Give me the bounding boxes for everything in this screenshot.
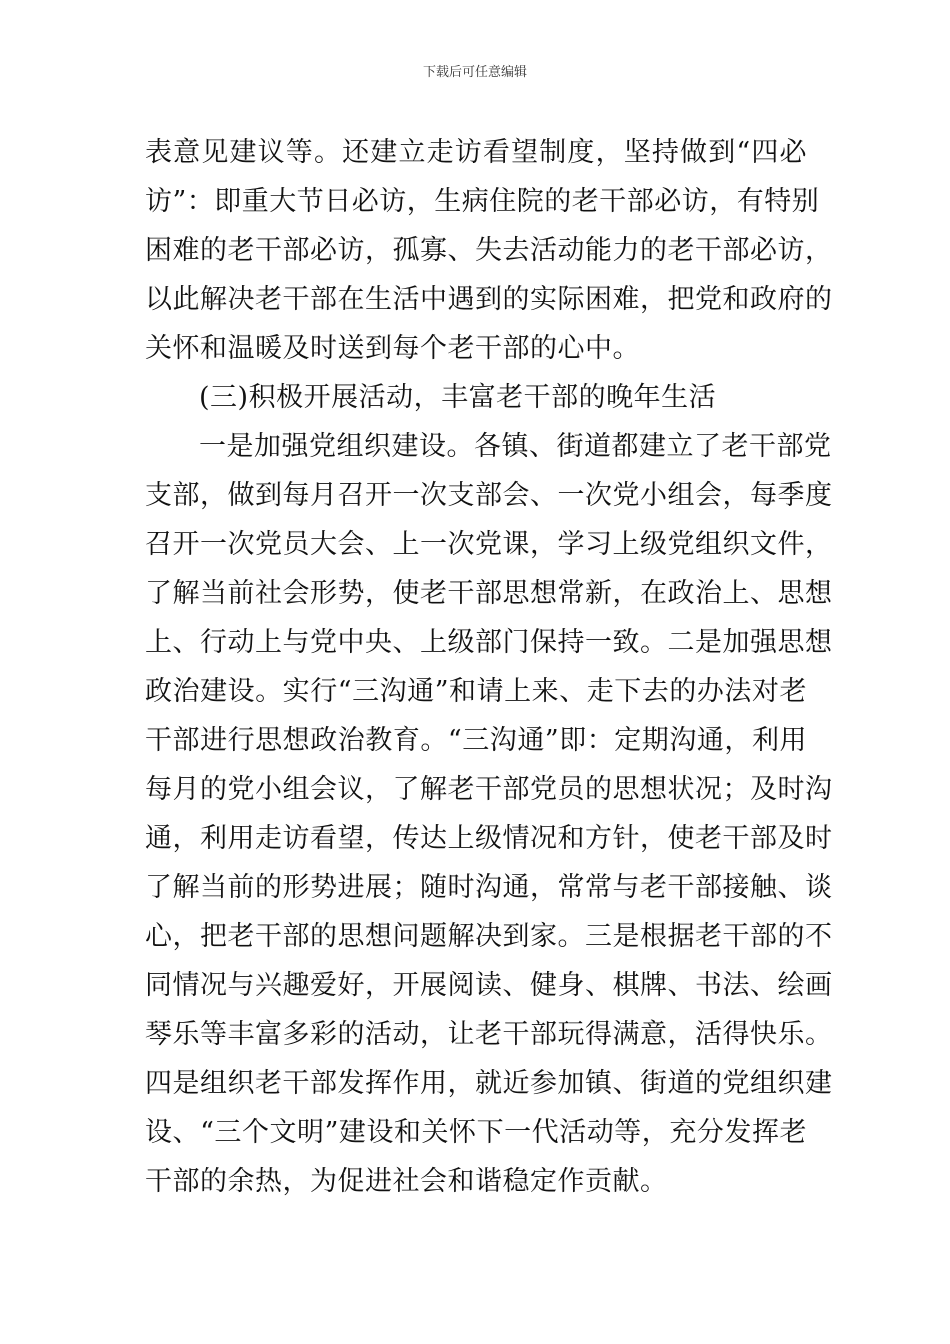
text-line: 了解当前的形势进展；随时沟通，常常与老干部接触、谈 — [145, 872, 833, 903]
text-line: 了解当前社会形势，使老干部思想常新，在政治上、思想 — [145, 578, 833, 609]
text-line: 琴乐等丰富多彩的活动，让老干部玩得满意，活得快乐。 — [145, 1019, 833, 1050]
text-line: 召开一次党员大会、上一次党课，学习上级党组织文件， — [145, 529, 833, 560]
text-line: 困难的老干部必访，孤寡、失去活动能力的老干部必访， — [145, 235, 833, 266]
text-line: 支部，做到每月召开一次支部会、一次党小组会，每季度 — [145, 480, 833, 511]
text-line: 四是组织老干部发挥作用，就近参加镇、街道的党组织建 — [145, 1068, 833, 1099]
text-line: 以此解决老干部在生活中遇到的实际困难，把党和政府的 — [145, 284, 833, 315]
section-heading: (三)积极开展活动，丰富老干部的晚年生活 — [199, 382, 717, 413]
text-line: 同情况与兴趣爱好，开展阅读、健身、棋牌、书法、绘画 — [145, 970, 833, 1001]
text-line: 关怀和温暖及时送到每个老干部的心中。 — [145, 333, 640, 364]
text-line: 干部的余热，为促进社会和谐稳定作贡献。 — [145, 1166, 668, 1197]
text-line: 表意见建议等。还建立走访看望制度，坚持做到“四必 — [145, 137, 807, 168]
text-line: 设、“三个文明”建设和关怀下一代活动等，充分发挥老 — [145, 1117, 807, 1148]
text-line: 干部进行思想政治教育。“三沟通”即：定期沟通，利用 — [145, 725, 807, 756]
text-line: 心，把老干部的思想问题解决到家。三是根据老干部的不 — [145, 921, 833, 952]
text-line: 访”：即重大节日必访，生病住院的老干部必访，有特别 — [145, 186, 820, 217]
text-line: 通，利用走访看望，传达上级情况和方针，使老干部及时 — [145, 823, 833, 854]
text-line: 上、行动上与党中央、上级部门保持一致。二是加强思想 — [145, 627, 833, 658]
text-line: 政治建设。实行“三沟通”和请上来、走下去的办法对老 — [145, 676, 807, 707]
text-line: 每月的党小组会议，了解老干部党员的思想状况；及时沟 — [145, 774, 833, 805]
document-body — [145, 128, 833, 1206]
text-line: 一是加强党组织建设。各镇、街道都建立了老干部党 — [199, 431, 832, 462]
page-header: 下载后可任意编辑 — [422, 65, 527, 80]
